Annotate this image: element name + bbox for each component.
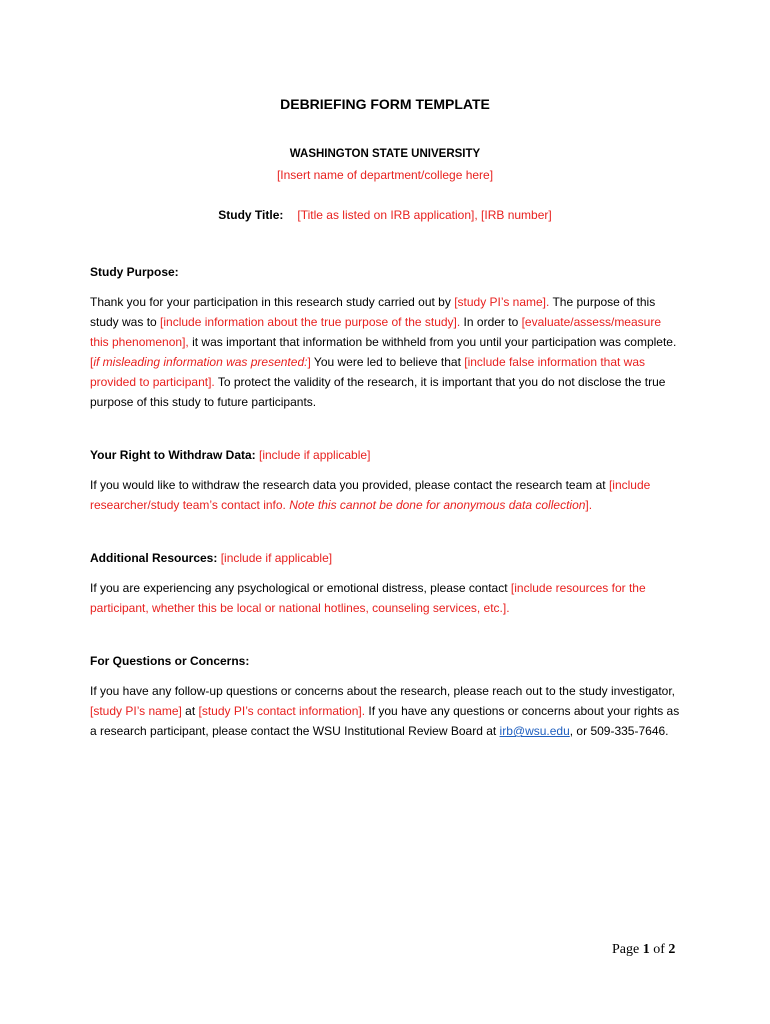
text-run: To protect the validity of the research, it is important that you do not disclose the true purpose of this study to future participants.: [90, 375, 666, 409]
withdraw-section: [90, 448, 680, 515]
study-purpose-text: [90, 292, 680, 412]
text-run: Thank you for your participation in this research study carried out by: [90, 295, 455, 309]
study-purpose-heading: Study Purpose:: [90, 265, 179, 279]
questions-section: [90, 654, 680, 741]
text-run: If you have any follow-up questions or concerns about the research, please reach out to the study investigator,: [90, 684, 676, 698]
page-number: [612, 942, 675, 958]
text-run: The purpose of this study was to: [90, 295, 656, 329]
withdraw-heading: [90, 448, 680, 462]
placeholder-anonymous-note: Note this cannot be done for anonymous data collection: [289, 498, 586, 512]
text-run: In order to: [460, 315, 522, 329]
study-title-line: [0, 208, 770, 222]
placeholder-phenomenon: [evaluate/assess/measure this phenomenon],: [90, 315, 661, 349]
text-run: , or 509-335-7646.: [569, 724, 669, 738]
text-run: You were led to believe that: [310, 355, 465, 369]
withdraw-text: [90, 475, 680, 515]
placeholder-misleading-note: if misleading information was presented:: [93, 355, 308, 369]
resources-heading: [90, 551, 680, 565]
text-run: at: [181, 704, 199, 718]
bracket: ].: [585, 498, 593, 512]
placeholder-pi-name: [study PI’s name].: [454, 295, 550, 309]
questions-text: [90, 681, 680, 741]
current-page: 1: [642, 942, 650, 957]
placeholder-resources: [include resources for the participant, whether this be local or national hotlines, counseling services, etc.].: [90, 581, 646, 615]
university-name: WASHINGTON STATE UNIVERSITY: [289, 148, 481, 160]
resources-heading-label: Additional Resources:: [90, 551, 218, 565]
text-run: it was important that information be withheld from you until your participation was complete.: [188, 335, 677, 349]
document-title: DEBRIEFING FORM TEMPLATE: [280, 96, 490, 112]
bracket: ]: [307, 355, 311, 369]
text-run: If you would like to withdraw the research data you provided, please contact the research team at: [90, 478, 609, 492]
placeholder-pi-contact: [study PI’s contact information].: [198, 704, 366, 718]
placeholder-contact-info: [include researcher/study team’s contact info.: [90, 478, 651, 512]
questions-heading: For Questions or Concerns:: [90, 654, 250, 668]
study-title-value: [Title as listed on IRB application], [IRB number]: [297, 208, 552, 222]
page-word: Page: [612, 942, 640, 957]
placeholder-pi-name: [study PI’s name]: [90, 704, 182, 718]
bracket: [: [90, 355, 94, 369]
placeholder-false-info: [include false information that was provided to participant].: [90, 355, 646, 389]
text-run: If you are experiencing any psychological or emotional distress, please contact: [90, 581, 511, 595]
of-word: of: [653, 942, 665, 957]
withdraw-heading-note: [include if applicable]: [259, 448, 371, 462]
department-placeholder: [Insert name of department/college here]: [276, 168, 494, 182]
irb-email-link[interactable]: irb@wsu.edu: [499, 724, 570, 738]
resources-text: [90, 578, 680, 618]
total-pages: 2: [668, 942, 676, 957]
placeholder-true-purpose: [include information about the true purpose of the study].: [160, 315, 461, 329]
study-title-label: Study Title:: [218, 208, 284, 222]
withdraw-heading-label: Your Right to Withdraw Data:: [90, 448, 256, 462]
text-run: If you have any questions or concerns about your rights as a research participant, please contact the WSU Institutional Review Board at: [90, 704, 680, 738]
resources-section: [90, 551, 680, 618]
resources-heading-note: [include if applicable]: [220, 551, 333, 565]
study-purpose-section: [90, 265, 680, 412]
